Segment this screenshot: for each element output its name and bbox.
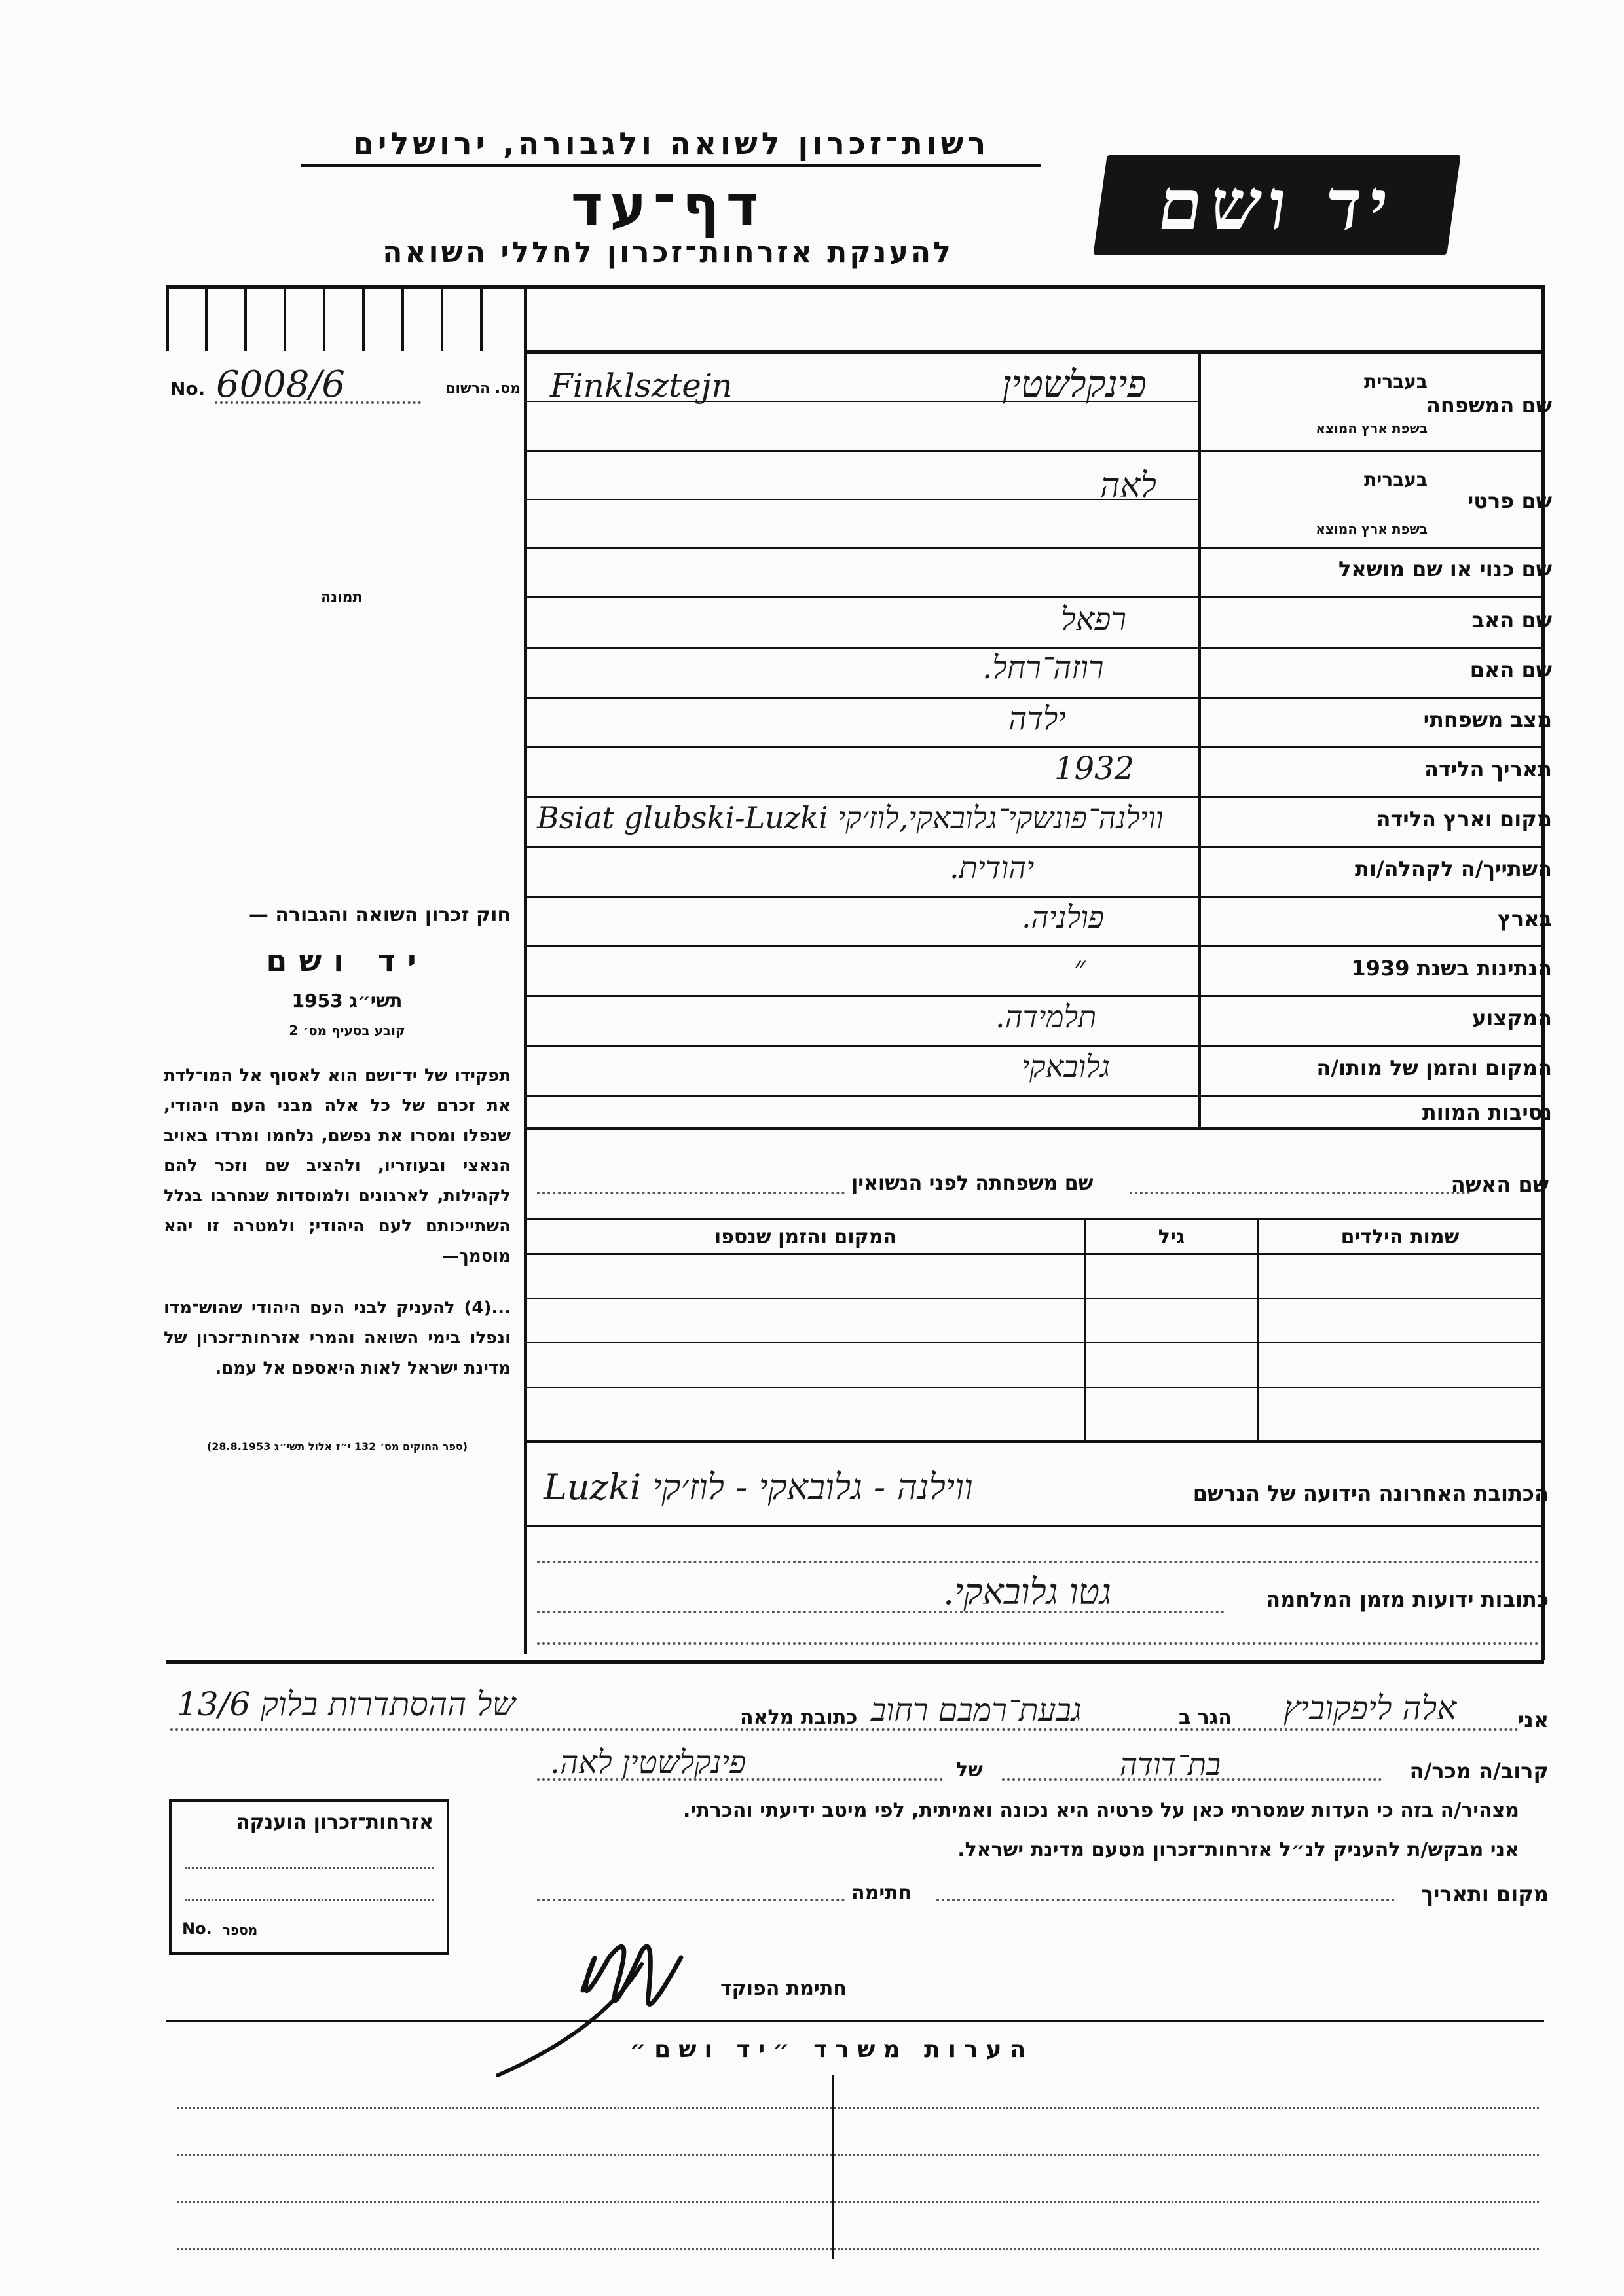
first-name-label: שם פרטי [1467, 488, 1552, 513]
place-date-label: מקום ותאריך [1421, 1882, 1549, 1906]
profession-value: תלמידה. [995, 999, 1097, 1034]
mother-label: שם האם [1469, 657, 1552, 682]
form-title: דף־עד [570, 173, 766, 238]
declaration-statement: מצהיר/ה בזה כי העדות שמסרתי כאן על פרטיה היא נכונה ואמיתית, לפי מיטב ידיעתי והכרתי. [683, 1799, 1519, 1822]
death-cause-label: נסיבות המוות [1422, 1100, 1552, 1125]
photo-label: תמונה [321, 589, 363, 606]
of-label: של [956, 1758, 983, 1781]
certificate-no-prefix: No. [182, 1920, 212, 1938]
logo-text: יד ושם [1153, 163, 1401, 246]
birthdate-label: תאריך הלידה [1424, 757, 1552, 782]
death-place-label: המקום והזמן של מותו/ה [1316, 1055, 1552, 1080]
citizenship-value: ״ [1074, 949, 1086, 985]
first-name-hebrew-value: לאה [1100, 466, 1156, 505]
community-label: השתייך/ה לקהלה/ות [1354, 856, 1552, 881]
law-citation: (ספר החוקים מס׳ 132 י״ז אלול תשי״ג 28.8.1953) [206, 1440, 468, 1453]
children-table [527, 1220, 1542, 1443]
profession-label: המקצוע [1472, 1006, 1552, 1030]
country-label: בארץ [1497, 906, 1552, 931]
children-names-header: שמות הילדים [1340, 1226, 1460, 1248]
resides-label: הגר ב [1179, 1706, 1232, 1729]
registration-number-row [170, 363, 521, 409]
authority-title: רשות־זכרון לשואה ולגבורה, ירושלים [301, 126, 1041, 167]
relative-value: בת־דודה [1120, 1747, 1221, 1782]
birthplace-value: Bsiat glubski-Luzki ווילנה־פונשקי־גלובאקי,לוז׳קי [537, 800, 1164, 835]
birthplace-label: מקום וארץ הלידה [1376, 807, 1552, 831]
form-subtitle: להענקת אזרחות־זכרון לחללי השואה [382, 236, 953, 269]
last-address-value: ווילנה - גלובאקי - לוז׳קי Luzki [544, 1467, 973, 1508]
law-name: יד ושם [266, 943, 428, 978]
marital-status-value: ילדה [1008, 701, 1066, 737]
nickname-label: שם כנוי או שם מושאל [1338, 556, 1552, 581]
marital-status-label: מצב משפחתי [1423, 707, 1552, 732]
law-year: תשי״ג 1953 [291, 990, 403, 1011]
family-name-hebrew-label: בעברית [1363, 371, 1428, 392]
relative-label: קרוב/ה מכר/ה [1409, 1758, 1549, 1783]
law-clause: קובע בסעיף מס׳ 2 [289, 1023, 405, 1038]
first-name-origin-label: בשפת ארץ המוצא [1316, 521, 1428, 537]
registration-number-value: 6008/6 [216, 363, 346, 406]
certificate-title: אזרחות־זכרון הוענקה [236, 1811, 434, 1834]
registration-label: מס. הרשום [445, 380, 521, 397]
certificate-number-label: מספר [223, 1922, 258, 1938]
resides-value: גבעת־רמבם רחוב [871, 1692, 1082, 1728]
family-name-origin-label: בשפת ארץ המוצא [1316, 420, 1428, 436]
signature-label: חתימה [851, 1882, 912, 1904]
of-value: פינקלשטין לאה. [550, 1744, 747, 1781]
frame-divider-vertical [524, 285, 527, 1654]
declaration-request: אני מבקש/ת להעניק לנ״ל אזרחות־זכרון מטעם מדינת ישראל. [957, 1838, 1519, 1861]
first-name-hebrew-label: בעברית [1363, 469, 1428, 490]
law-text-clause: ...(4) להעניק לבני העם היהודי שהוש־מדו ונפלו בימי השואה והמרי אזרחות־זכרון של מדינת ישראל לאות היאספם אל עמם. [164, 1298, 511, 1378]
full-address-label: כתובת מלאה [740, 1706, 858, 1729]
law-text-main: תפקידו של יד־ושם הוא לאסוף אל המו־לדת את זכרם של כל אלה מבני העם היהודי, שנפלו ומסרו את נפשם, נלחמו ומרדו באויב הנאצי ובעוזריו, ולהציב שם וזכר להם לקהילות, לארגונים ולמוסדות שנחרבו בגלל השתייכותם לעם היהודי; ולמטרה זו יהא מוסמך— [164, 1066, 511, 1266]
father-value: רפאל [1061, 601, 1126, 638]
certificate-box [169, 1799, 449, 1955]
fields-label-divider [1198, 352, 1201, 1127]
last-address-label: הכתובת האחרונה הידועה של הנרשם [1192, 1481, 1549, 1506]
family-name-hebrew-value: פינקלשטין [1002, 363, 1147, 406]
citizenship-label: הנתינות בשנת 1939 [1351, 956, 1552, 981]
no-prefix: No. [170, 378, 206, 399]
yad-vashem-logo [1093, 155, 1461, 255]
children-age-header: גיל [1158, 1226, 1185, 1248]
full-address-value: של ההסתדרות בלוק 13/6 [177, 1685, 515, 1723]
country-value: פולניה. [1022, 900, 1104, 935]
war-address-value: גטו גלובאקי. [943, 1571, 1111, 1613]
war-address-label: כתובות ידועות מזמן המלחמה [1266, 1587, 1549, 1612]
death-place-value: גלובאקי [1022, 1049, 1110, 1084]
officer-signature-label: חתימת הפוקד [720, 1977, 847, 2000]
header-strip-bottom [527, 350, 1543, 354]
mother-value: רוזה־רחל. [982, 649, 1104, 686]
community-value: יהודית. [950, 850, 1035, 885]
wife-label: שם האשה [1450, 1172, 1549, 1197]
father-label: שם האב [1471, 608, 1552, 632]
office-notes-title: הערות משרד ״יד ושם״ [629, 2036, 1034, 2063]
maiden-name-label: שם משפחתה לפני הנשואין [851, 1172, 1094, 1195]
birthdate-value: 1932 [1054, 750, 1135, 787]
family-name-origin-value: Finklsztejn [550, 367, 733, 405]
declarant-name-value: אלה ליפקוביץ [1283, 1689, 1457, 1727]
family-name-label: שם המשפחה [1426, 393, 1552, 418]
law-heading: חוק זכרון השואה והגבורה — [248, 903, 511, 926]
registration-boxes [166, 285, 525, 351]
declarant-label: אני [1517, 1707, 1549, 1732]
children-death-header: המקום והזמן שנספו [714, 1226, 897, 1248]
